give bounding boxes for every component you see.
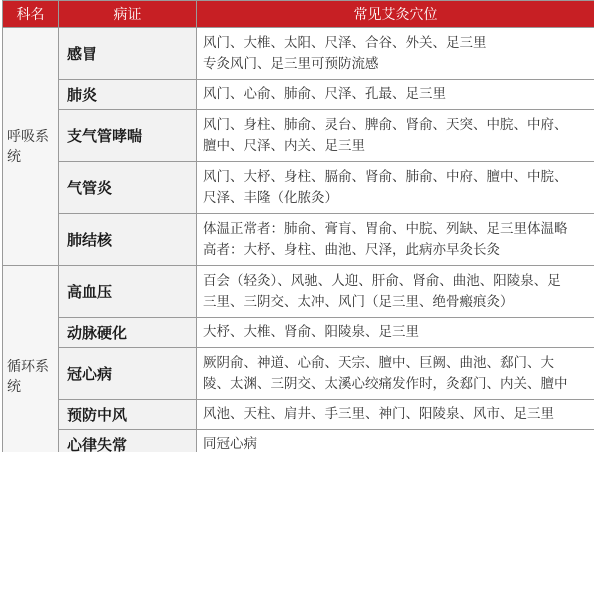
table-container [2,0,594,452]
disease-cell: 气管炎 [59,162,197,214]
table-row [3,430,595,453]
moxibustion-table [2,0,594,452]
points-cell: 风门、大椎、太阳、尺泽、合谷、外关、足三里 专灸风门、足三里可预防流感 [197,28,595,80]
disease-cell: 支气管哮喘 [59,110,197,162]
disease-cell: 高血压 [59,266,197,318]
header-points: 常见艾灸穴位 [197,1,595,28]
points-cell: 风池、天柱、肩井、手三里、神门、阳陵泉、风市、足三里 [197,400,595,430]
disease-cell: 肺炎 [59,80,197,110]
header-disease: 病证 [59,1,197,28]
points-cell: 风门、心俞、肺俞、尺泽、孔最、足三里 [197,80,595,110]
points-cell: 体温正常者：肺俞、膏肓、胃俞、中脘、列缺、足三里体温略 高者：大杼、身柱、曲池、尺泽，此病亦早灸长灸 [197,214,595,266]
disease-cell: 心律失常 [59,430,197,453]
table-row [3,348,595,400]
disease-cell: 感冒 [59,28,197,80]
disease-cell: 冠心病 [59,348,197,400]
points-cell: 风门、身柱、肺俞、灵台、脾俞、肾俞、天突、中脘、中府、 膻中、尺泽、内关、足三里 [197,110,595,162]
table-row [3,110,595,162]
category-cell: 循环系统 [3,266,59,453]
points-cell: 同冠心病 [197,430,595,453]
category-cell: 呼吸系统 [3,28,59,266]
points-cell: 风门、大杼、身柱、膈俞、肾俞、肺俞、中府、膻中、中脘、 尺泽、丰隆（化脓灸） [197,162,595,214]
table-row [3,400,595,430]
points-cell: 百会（轻灸）、风驰、人迎、肝俞、肾俞、曲池、阳陵泉、足 三里、三阴交、太冲、风门（足三里、绝骨瘢痕灸） [197,266,595,318]
points-cell: 厥阴俞、神道、心俞、天宗、膻中、巨阙、曲池、郄门、大 陵、太渊、三阴交、太溪心绞痛发作时，灸郄门、内关、膻中 [197,348,595,400]
disease-cell: 肺结核 [59,214,197,266]
table-row [3,80,595,110]
table-row [3,318,595,348]
table-header-row [3,1,595,28]
disease-cell: 预防中风 [59,400,197,430]
disease-cell: 动脉硬化 [59,318,197,348]
table-row [3,214,595,266]
table-row [3,28,595,80]
points-cell: 大杼、大椎、肾俞、阳陵泉、足三里 [197,318,595,348]
table-row [3,162,595,214]
table-row [3,266,595,318]
header-category: 科名 [3,1,59,28]
